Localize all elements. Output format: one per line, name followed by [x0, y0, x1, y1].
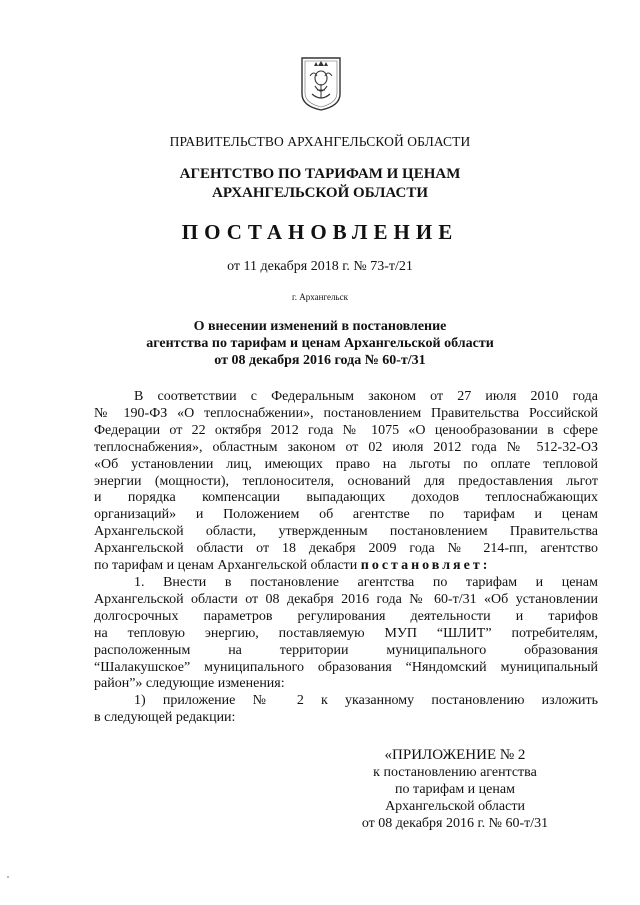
- body-line: и порядка компенсации выпадающих доходов теплоснабжающих: [94, 490, 598, 506]
- body-line: район”» следующие изменения:: [94, 676, 285, 692]
- agency-title: [0, 165, 640, 203]
- subject-line1: О внесении изменений в постановление: [193, 319, 447, 334]
- body-line: долгосрочных параметров регулирования деятельности и тарифов: [94, 608, 598, 624]
- body-line: Архангельской области, утвержденным постановлением Правительства: [94, 524, 598, 540]
- decree-date-number: от 11 декабря 2018 г. № 73-т/21: [227, 259, 413, 274]
- body-line: расположенным на территории муниципального образования: [94, 642, 598, 658]
- body-line: 1. Внести в постановление агентства по тарифам и ценам: [134, 574, 598, 590]
- body-line: теплоснабжения», областным законом от 02 июля 2012 года № 512-32-ОЗ: [94, 439, 598, 455]
- body-line: “Шалакушское” муниципального образования “Няндомский муниципальный: [94, 659, 598, 675]
- body-line: «Об установлении лиц, имеющих право на льготы по оплате тепловой: [94, 456, 598, 472]
- body-line: № 190-ФЗ «О теплоснабжении», постановлением Правительства Российской: [94, 405, 598, 421]
- body-line: по тарифам и ценам Архангельской области: [94, 558, 358, 574]
- body-line: 1) приложение № 2 к указанному постановлению изложить: [134, 693, 598, 709]
- decree-subject: [0, 318, 640, 369]
- government-title: ПРАВИТЕЛЬСТВО АРХАНГЕЛЬСКОЙ ОБЛАСТИ: [169, 134, 471, 149]
- scan-dot: [7, 876, 9, 878]
- agency-title-line2: АРХАНГЕЛЬСКОЙ ОБЛАСТИ: [212, 185, 428, 201]
- body-line: Архангельской области от 08 декабря 2016 года № 60-т/31 «Об установлении: [94, 591, 598, 607]
- document-type-heading: ПОСТАНОВЛЕНИЕ: [181, 220, 459, 244]
- annex-line3: по тарифам и ценам: [395, 782, 515, 797]
- annex-line2: к постановлению агентства: [373, 765, 537, 780]
- annex-line1: «ПРИЛОЖЕНИЕ № 2: [384, 747, 526, 763]
- body-line-resolves: [94, 558, 598, 575]
- annex-line4: Архангельской области: [385, 799, 525, 814]
- subject-line2: агентства по тарифам и ценам Архангельской области: [146, 336, 494, 351]
- subject-line3: от 08 декабря 2016 года № 60-т/31: [214, 353, 426, 368]
- annex-header: [340, 747, 570, 832]
- annex-line5: от 08 декабря 2016 г. № 60-т/31: [361, 816, 549, 831]
- coat-of-arms-emblem: [300, 56, 342, 112]
- decree-body: [94, 389, 598, 727]
- body-line: на тепловую энергию, поставляемую МУП “ШЛИТ” потребителям,: [94, 625, 598, 641]
- body-line: организаций» и Положением об агентстве по тарифам и ценам: [94, 507, 598, 523]
- city-name: г. Архангельск: [292, 292, 348, 302]
- body-line: в следующей редакции:: [94, 710, 236, 726]
- agency-title-line1: АГЕНТСТВО ПО ТАРИФАМ И ЦЕНАМ: [179, 166, 461, 182]
- body-line: энергии (мощности), теплоносителя, оснований для предоставления льгот: [94, 473, 598, 489]
- resolves-word: постановляет:: [360, 558, 491, 574]
- body-line: Федерации от 22 октября 2012 года № 1075 «О ценообразовании в сфере: [94, 422, 598, 438]
- body-line: В соответствии с Федеральным законом от 27 июля 2010 года: [134, 389, 598, 404]
- body-line: Архангельской области от 18 декабря 2009 года № 214-пп, агентство: [94, 541, 598, 557]
